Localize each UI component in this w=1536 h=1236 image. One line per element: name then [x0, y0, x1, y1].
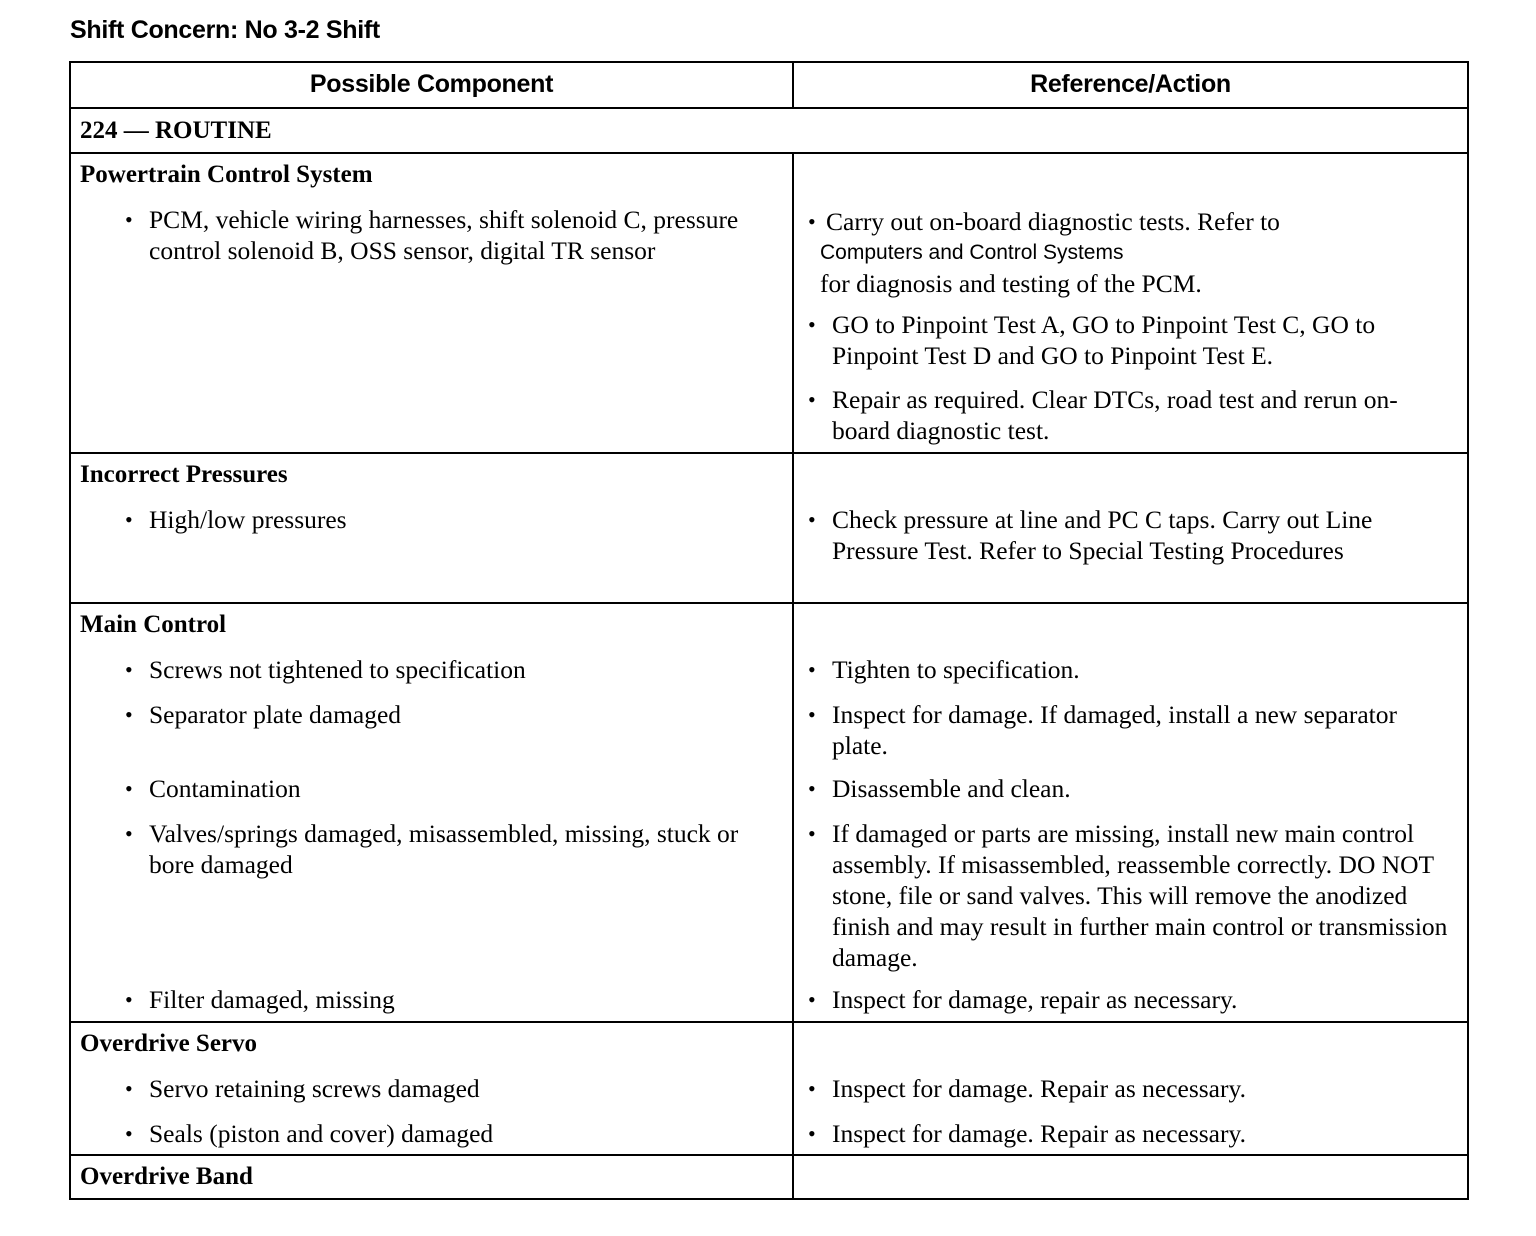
- bullet-icon: •: [808, 387, 816, 412]
- action-item: • Inspect for damage. If damaged, install a new separator plate.: [808, 700, 1398, 760]
- bullet-icon: •: [808, 821, 816, 846]
- reference-link-computers-and-control-systems[interactable]: Computers and Control Systems: [820, 241, 1124, 264]
- bullet-icon: •: [125, 657, 133, 682]
- routine-row: [71, 107, 1467, 152]
- page-title: Shift Concern: No 3-2 Shift: [70, 16, 380, 44]
- action-item: • Inspect for damage. Repair as necessary.: [808, 1119, 1246, 1148]
- table-row-main-control: [71, 602, 1467, 1021]
- action-item: • Disassemble and clean.: [808, 774, 1071, 803]
- bullet-icon: •: [808, 209, 816, 234]
- component-item: • Screws not tightened to specification: [125, 655, 526, 684]
- action-item: • GO to Pinpoint Test A, GO to Pinpoint Test C, GO to Pinpoint Test D and GO to Pinpoint Test E.: [808, 310, 1376, 370]
- bullet-icon: •: [808, 987, 816, 1012]
- bullet-icon: •: [125, 207, 133, 232]
- action-item: • Repair as required. Clear DTCs, road test and rerun on-board diagnostic test.: [808, 385, 1398, 445]
- section-title: Main Control: [80, 611, 227, 638]
- bullet-icon: •: [125, 702, 133, 727]
- component-cell: [71, 454, 794, 602]
- routine-label: 224 — ROUTINE: [80, 117, 272, 144]
- action-item: • Carry out on-board diagnostic tests. Refer to Computers and Control Systems for diagnosis and testing of the PCM.: [808, 206, 1453, 299]
- component-cell: [71, 154, 794, 452]
- component-item: • Contamination: [125, 774, 301, 803]
- section-title: Overdrive Band: [80, 1163, 253, 1190]
- action-item: • If damaged or parts are missing, install new main control assembly. If misassembled, reassemble correctly. DO NOT stone, file or sand valves. This will remove the anodized finish and may result in further main control or transmission damage.: [808, 819, 1448, 972]
- component-cell: [71, 1023, 794, 1154]
- table-row-powertrain-control-system: [71, 152, 1467, 452]
- column-header-action: Reference/Action: [1030, 70, 1231, 98]
- section-title: Incorrect Pressures: [80, 461, 288, 488]
- action-item: • Inspect for damage, repair as necessary.: [808, 985, 1238, 1014]
- action-cell: [794, 154, 1467, 452]
- component-item: • Servo retaining screws damaged: [125, 1074, 480, 1103]
- bullet-icon: •: [808, 657, 816, 682]
- bullet-icon: •: [125, 1076, 133, 1101]
- diagnosis-table: [69, 61, 1469, 1200]
- action-cell: [794, 1156, 1467, 1198]
- section-title: Overdrive Servo: [80, 1030, 258, 1057]
- action-cell: [794, 1023, 1467, 1154]
- component-item: • Seals (piston and cover) damaged: [125, 1119, 494, 1148]
- action-item: • Tighten to specification.: [808, 655, 1080, 684]
- column-header-component: Possible Component: [71, 63, 794, 107]
- bullet-icon: •: [808, 1076, 816, 1101]
- bullet-icon: •: [125, 507, 133, 532]
- bullet-icon: •: [808, 776, 816, 801]
- action-cell: [794, 454, 1467, 602]
- component-item: • Separator plate damaged: [125, 700, 402, 729]
- bullet-icon: •: [808, 312, 816, 337]
- section-title: Powertrain Control System: [80, 161, 373, 188]
- table-row-overdrive-servo: [71, 1021, 1467, 1154]
- action-item: • Check pressure at line and PC C taps. Carry out Line Pressure Test. Refer to Special Testing Procedures: [808, 505, 1373, 565]
- bullet-icon: •: [125, 776, 133, 801]
- bullet-icon: •: [125, 821, 133, 846]
- action-cell: [794, 604, 1467, 1021]
- bullet-icon: •: [808, 507, 816, 532]
- bullet-icon: •: [808, 1121, 816, 1146]
- bullet-icon: •: [125, 987, 133, 1012]
- table-row-incorrect-pressures: [71, 452, 1467, 602]
- component-cell: [71, 604, 794, 1021]
- bullet-icon: •: [808, 702, 816, 727]
- component-cell: [71, 1156, 794, 1198]
- component-item: • PCM, vehicle wiring harnesses, shift solenoid C, pressure control solenoid B, OSS sensor, digital TR sensor: [125, 205, 739, 265]
- bullet-icon: •: [125, 1121, 133, 1146]
- table-row-overdrive-band: [71, 1154, 1467, 1198]
- component-item: • Valves/springs damaged, misassembled, missing, stuck or bore damaged: [125, 819, 739, 879]
- action-item: • Inspect for damage. Repair as necessary.: [808, 1074, 1246, 1103]
- component-item: • High/low pressures: [125, 505, 347, 534]
- component-item: • Filter damaged, missing: [125, 985, 395, 1014]
- table-header-row: [71, 63, 1467, 107]
